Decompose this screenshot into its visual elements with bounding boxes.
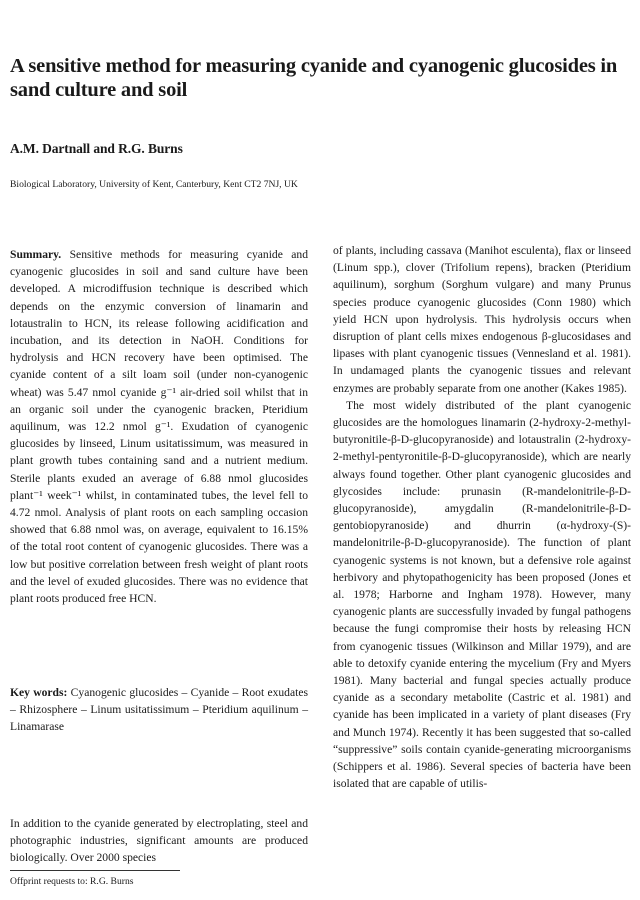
offprint-footnote: Offprint requests to: R.G. Burns bbox=[10, 876, 134, 887]
author-affiliation: Biological Laboratory, University of Kent, Canterbury, Kent CT2 7NJ, UK bbox=[10, 179, 298, 190]
keywords-block bbox=[10, 684, 308, 736]
footnote-divider bbox=[10, 870, 180, 871]
intro-paragraph bbox=[10, 815, 308, 867]
summary-text: Sensitive methods for measuring cyanide and cyanogenic glucosides in soil and sand culture have been developed. A microdiffusion technique is described which depends on the enzymic conversion of linamarin and lotaustralin to HCN, its release following acidification and incubation, and its detection in NaOH. Conditions for hydrolysis and HCN recovery have been optimised. The cyanide content of a silt loam soil (under non-cyanogenic wheat) was 5.47 nmol cyanide g⁻¹ air-dried soil whilst that in an organic soil under the cyanogenic bracken, Pteridium aquilinum, was 12.2 nmol g⁻¹. Exudation of cyanogenic glucosides by linseed, Linum usitatissimum, was measured in plant growth tubes containing sand and a nutrient medium. Sterile plants exuded an average of 6.88 nmol glucosides plant⁻¹ week⁻¹ whilst, in contaminated tubes, the level fell to 4.72 nmol. Analysis of plant roots on each sampling occasion showed that 6.88 nmol was, on average, equivalent to 16.15% of the total root content of cyanogenic glucosides. There was a low but positive correlation between fresh weight of plant roots and the level of exuded glucosides. There was no evidence that plant roots produced free HCN. bbox=[10, 248, 308, 606]
intro-text: In addition to the cyanide generated by electroplating, steel and photographic industries, significant amounts are produced biologically. Over 2000 species bbox=[10, 817, 308, 865]
right-paragraph-1: of plants, including cassava (Manihot esculenta), flax or linseed (Linum spp.), clover (Trifolium repens), bracken (Pteridium aquilinum), sorghum (Sorghum vulgare) and many Prunus species produce cyanogenic glucosides (Conn 1980) which yield HCN upon hydrolysis. This hydrolysis occurs when disruption of plant cells mixes endogenous β-glucosidases and lipases with plant cyanogenic tissues (Vennesland et al. 1981). In undamaged plants the cyanogenic tissues and relevant enzymes are probably separate from one another (Kakes 1985). bbox=[333, 244, 631, 395]
summary-heading: Summary. bbox=[10, 248, 62, 261]
summary-block bbox=[10, 246, 308, 607]
article-title: A sensitive method for measuring cyanide and cyanogenic glucosides in sand culture and soil bbox=[10, 55, 618, 101]
right-column bbox=[333, 242, 631, 793]
keywords-text: Cyanogenic glucosides – Cyanide – Root exudates – Rhizosphere – Linum usitatissimum – Pteridium aquilinum – Linamarase bbox=[10, 686, 309, 734]
right-paragraph-2: The most widely distributed of the plant cyanogenic glucosides are the homologues linamarin (2-hydroxy-2-methyl-butyronitile-β-D-glucopyranoside) and lotaustralin (2-hydroxy-2-methyl-pentyronitile-β-D-glucopyranoside), which are nearly always found together. Other plant cyanogenic glucosides and glycosides include: prunasin (R-mandelonitrile-β-D-glucopyranoside), amygdalin (R-mandelonitrile-β-D-gentobiopyranoside) and dhurrin (α-hydroxy-(S)-mandelonitrile-β-D-glucopyranoside). The function of plant cyanogenic systems is not known, but a defensive role against herbivory and phytopathogenicity has been proposed (Jones et al. 1978; Harborne and Ingham 1978). However, many cyanogenic plants are successfully invaded by fungal pathogens because the fungi compromise their hosts by releasing HCN from cyanogenic tissues (Wilkinson and Millar 1979), and are able to detoxify cyanide entering the mycelium (Fry and Myers 1981). Many bacterial and fungal species actually produce cyanide as a secondary metabolite (Castric et al. 1981) and cyanide has been implicated in a variety of plant diseases (Fry and Munch 1974). Recently it has been suggested that so-called “suppressive” soils contain cyanide-generating microorganisms (Schippers et al. 1986). Several species of bacteria have been isolated that are capable of utilis- bbox=[333, 398, 631, 791]
article-authors: A.M. Dartnall and R.G. Burns bbox=[10, 141, 183, 156]
keywords-heading: Key words: bbox=[10, 686, 68, 699]
